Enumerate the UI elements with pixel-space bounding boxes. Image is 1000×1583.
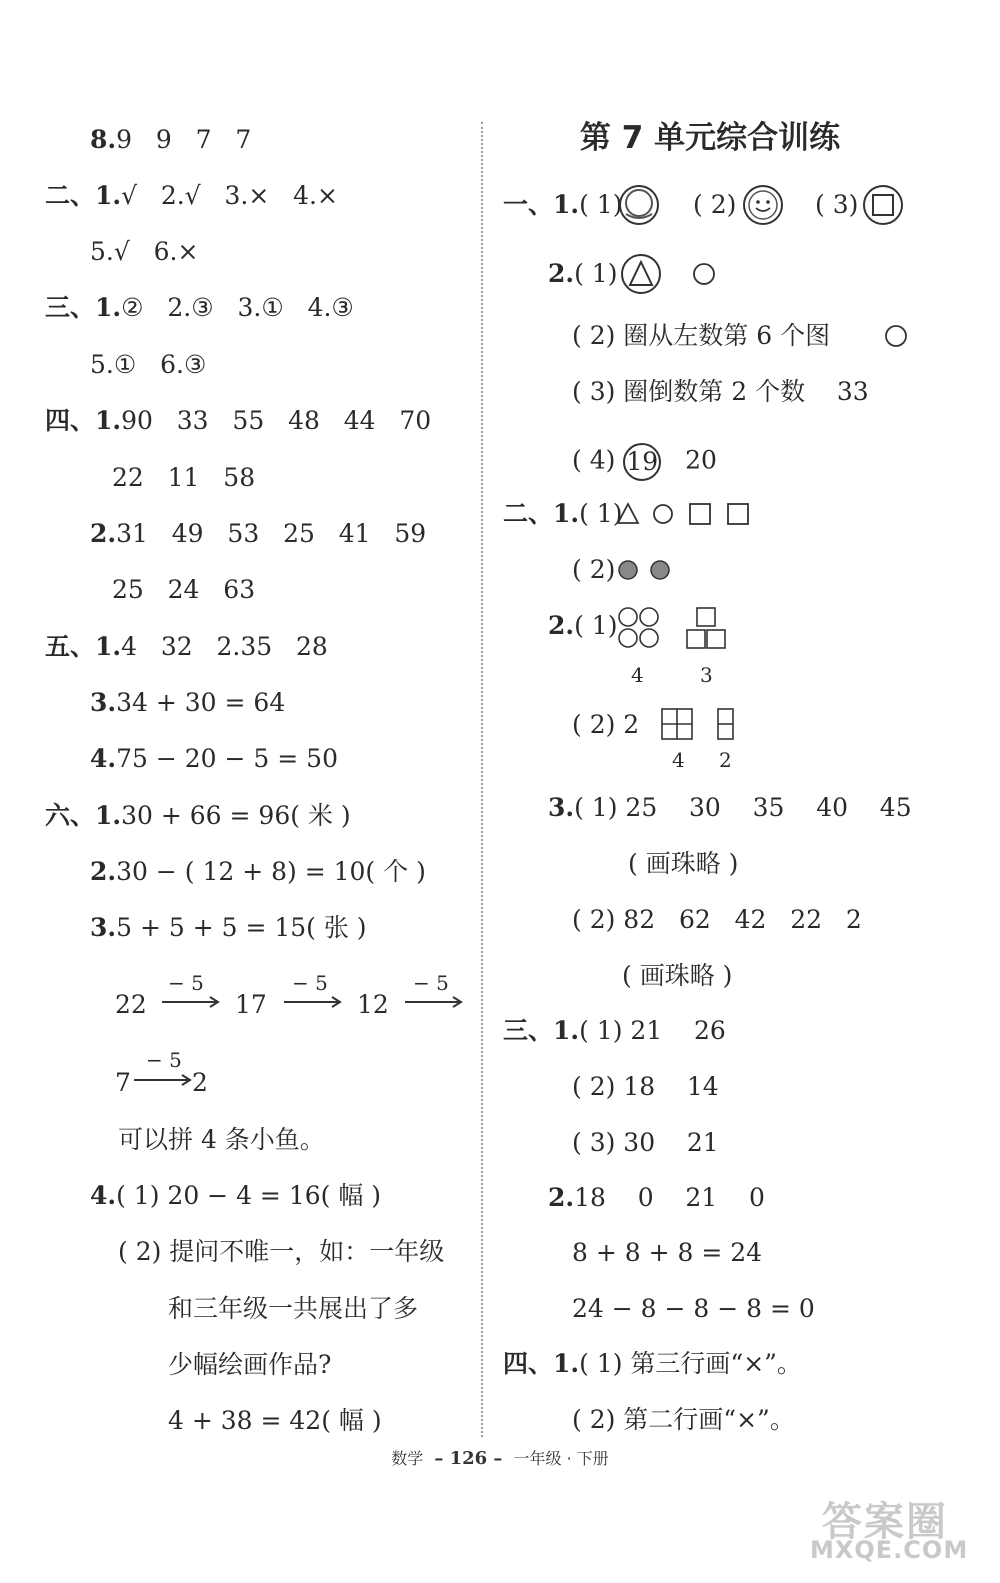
- answer-line: 五、1.4 32 2.35 28: [45, 632, 328, 661]
- answer-line: 24 − 8 − 8 − 8 = 0: [572, 1294, 815, 1323]
- answer-line: 可以拼 4 条小鱼。: [118, 1125, 325, 1154]
- answer-line: 2.18 0 21 0: [548, 1183, 765, 1212]
- answer-line: 三、1.② 2.③ 3.① 4.③: [45, 293, 354, 322]
- answer-line: 5.① 6.③: [90, 350, 207, 379]
- answer-line: ( 3): [815, 190, 859, 219]
- answer-line: ( 2) 2: [572, 710, 640, 739]
- column-divider: [481, 122, 483, 1437]
- answer-line: ( 2) 提问不唯一，如：一年级: [118, 1237, 445, 1266]
- arrow-label: − 5: [292, 971, 328, 995]
- answer-line: ( 2) 圈从左数第 6 个图: [572, 321, 831, 350]
- answer-line: 3.5 + 5 + 5 = 15( 张 ): [90, 913, 367, 942]
- answer-line: ( 3) 圈倒数第 2 个数 33: [572, 377, 869, 406]
- three-squares-icon: [685, 606, 729, 650]
- circle-icon: [884, 324, 908, 348]
- page-footer: [0, 1446, 1000, 1469]
- answer-line: 六、1.30 + 66 = 96( 米 ): [45, 801, 351, 830]
- footer-subject: 数学: [391, 1449, 424, 1468]
- answer-line: ( 2): [572, 555, 616, 584]
- answer-line: 2.30 − ( 12 + 8) = 10( 个 ): [90, 857, 426, 886]
- answer-line: 4.75 − 20 − 5 = 50: [90, 744, 338, 773]
- watermark-logo: [800, 1490, 990, 1570]
- answer-line: ( 画珠略 ): [622, 961, 733, 990]
- page-number: – 126 –: [434, 1448, 503, 1469]
- answer-line: 8.9 9 7 7: [90, 125, 252, 154]
- chain-value: 7: [115, 1068, 131, 1097]
- answer-line: 8 + 8 + 8 = 24: [572, 1238, 763, 1267]
- answer-line: 22 11 58: [112, 463, 256, 492]
- answer-line: 三、1.( 1) 21 26: [503, 1016, 726, 1045]
- count-label: 3: [700, 663, 713, 687]
- footer-grade: 一年级 · 下册: [513, 1449, 609, 1468]
- circle-icon: [692, 262, 716, 286]
- answer-line: ( 2): [693, 190, 737, 219]
- answer-line: ( 2) 82 62 42 22 2: [572, 905, 862, 934]
- answer-line: 四、1.( 1) 第三行画“×”。: [503, 1349, 802, 1378]
- count-label: 2: [719, 748, 732, 772]
- answer-line: 二、1.√ 2.√ 3.× 4.×: [45, 181, 338, 210]
- arrow-label: − 5: [146, 1048, 182, 1072]
- count-label: 4: [672, 748, 685, 772]
- answer-line: ( 4) 19 20: [572, 443, 717, 481]
- chain-value: 17: [235, 990, 267, 1019]
- answer-line: 5.√ 6.×: [90, 237, 199, 266]
- chain-value: 2: [192, 1068, 208, 1097]
- answer-line: 25 24 63: [112, 575, 256, 604]
- answer-line: ( 3) 30 21: [572, 1128, 719, 1157]
- grid-square-icon: [660, 707, 696, 743]
- arrow-label: − 5: [413, 971, 449, 995]
- arrow-icon: [134, 1074, 194, 1086]
- answer-line: 2.( 1): [548, 259, 618, 288]
- answer-line: 2.( 1): [548, 611, 618, 640]
- arrow-icon: [284, 996, 344, 1008]
- chain-value: 22: [115, 990, 147, 1019]
- circled-number: 19: [623, 443, 661, 481]
- answer-line: 4.( 1) 20 − 4 = 16( 幅 ): [90, 1181, 382, 1210]
- answer-line: 一、1.( 1): [503, 190, 623, 219]
- count-label: 4: [631, 663, 644, 687]
- chain-value: 12: [357, 990, 389, 1019]
- answer-line: 3.34 + 30 = 64: [90, 688, 286, 717]
- circled-square-icon: [862, 184, 904, 226]
- answer-line: 2.31 49 53 25 41 59: [90, 519, 427, 548]
- arrow-icon: [405, 996, 465, 1008]
- answer-line: ( 2) 第二行画“×”。: [572, 1405, 795, 1434]
- smiley-face-icon: [742, 184, 784, 226]
- arrow-icon: [162, 996, 222, 1008]
- shape-sequence-icons: [618, 501, 758, 527]
- watermark-top: 答案圈: [822, 1499, 948, 1545]
- answer-line: 少幅绘画作品?: [168, 1350, 332, 1379]
- answer-line: ( 2) 18 14: [572, 1072, 719, 1101]
- section-title: 第 7 单元综合训练: [579, 120, 841, 156]
- split-rectangle-icon: [716, 707, 736, 743]
- answer-line: 二、1.( 1): [503, 499, 623, 528]
- answer-line: ( 画珠略 ): [628, 849, 739, 878]
- circled-triangle-icon: [620, 253, 662, 295]
- arrow-label: − 5: [168, 971, 204, 995]
- four-circles-icon: [617, 606, 661, 650]
- answer-line: 4 + 38 = 42( 幅 ): [168, 1406, 382, 1435]
- watermark-bottom: MXQE.COM: [810, 1536, 969, 1564]
- shell-shape-icon: [618, 184, 660, 226]
- filled-circles-icon: [617, 558, 677, 582]
- answer-line: 四、1.90 33 55 48 44 70: [45, 406, 432, 435]
- answer-line: 3.( 1) 25 30 35 40 45: [548, 793, 912, 822]
- answer-line: 和三年级一共展出了多: [168, 1294, 419, 1323]
